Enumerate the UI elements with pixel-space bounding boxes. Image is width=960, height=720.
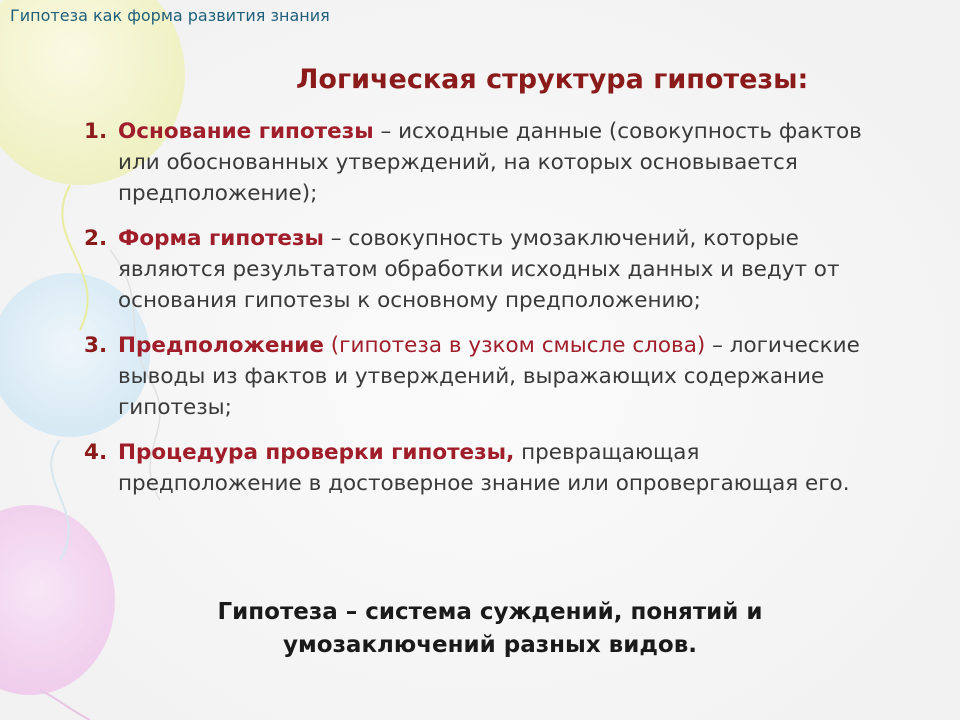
header-caption: Гипотеза как форма развития знания xyxy=(10,6,330,25)
list-separator: – xyxy=(373,119,399,144)
list-text: логические выводы из фактов и утверждений, выражающих содержание гипотезы; xyxy=(118,333,860,420)
list-number: 2. xyxy=(84,226,108,251)
list-text: исходные данные (совокупность фактов или обоснованных утверждений, на которых основывается предположение); xyxy=(118,119,862,206)
list-separator: – xyxy=(705,333,730,358)
structure-list xyxy=(84,116,884,513)
list-item xyxy=(84,330,884,423)
list-number: 3. xyxy=(84,333,108,358)
list-number: 1. xyxy=(84,119,108,144)
list-term: Предположение xyxy=(118,333,324,358)
list-item xyxy=(84,437,884,499)
list-number: 4. xyxy=(84,440,108,465)
list-text: превращающая предположение в достоверное знание или опровергающая его. xyxy=(118,440,850,496)
conclusion xyxy=(140,596,840,662)
list-item xyxy=(84,223,884,316)
list-term: Процедура проверки гипотезы, xyxy=(118,440,515,465)
list-term: Основание гипотезы xyxy=(118,119,374,144)
list-term: Форма гипотезы xyxy=(118,226,324,251)
list-note: (гипотеза в узком смысле слова) xyxy=(323,333,706,358)
list-separator: – xyxy=(323,226,349,251)
conclusion-line-2: умозаключений разных видов. xyxy=(282,632,698,658)
list-text: совокупность умозаключений, которые являются результатом обработки исходных данных и ведут от основания гипотезы к основному предположению; xyxy=(118,226,840,313)
slide-title: Логическая структура гипотезы: xyxy=(296,64,809,95)
list-item xyxy=(84,116,884,209)
conclusion-line-1: Гипотеза – система суждений, понятий и xyxy=(217,599,763,625)
